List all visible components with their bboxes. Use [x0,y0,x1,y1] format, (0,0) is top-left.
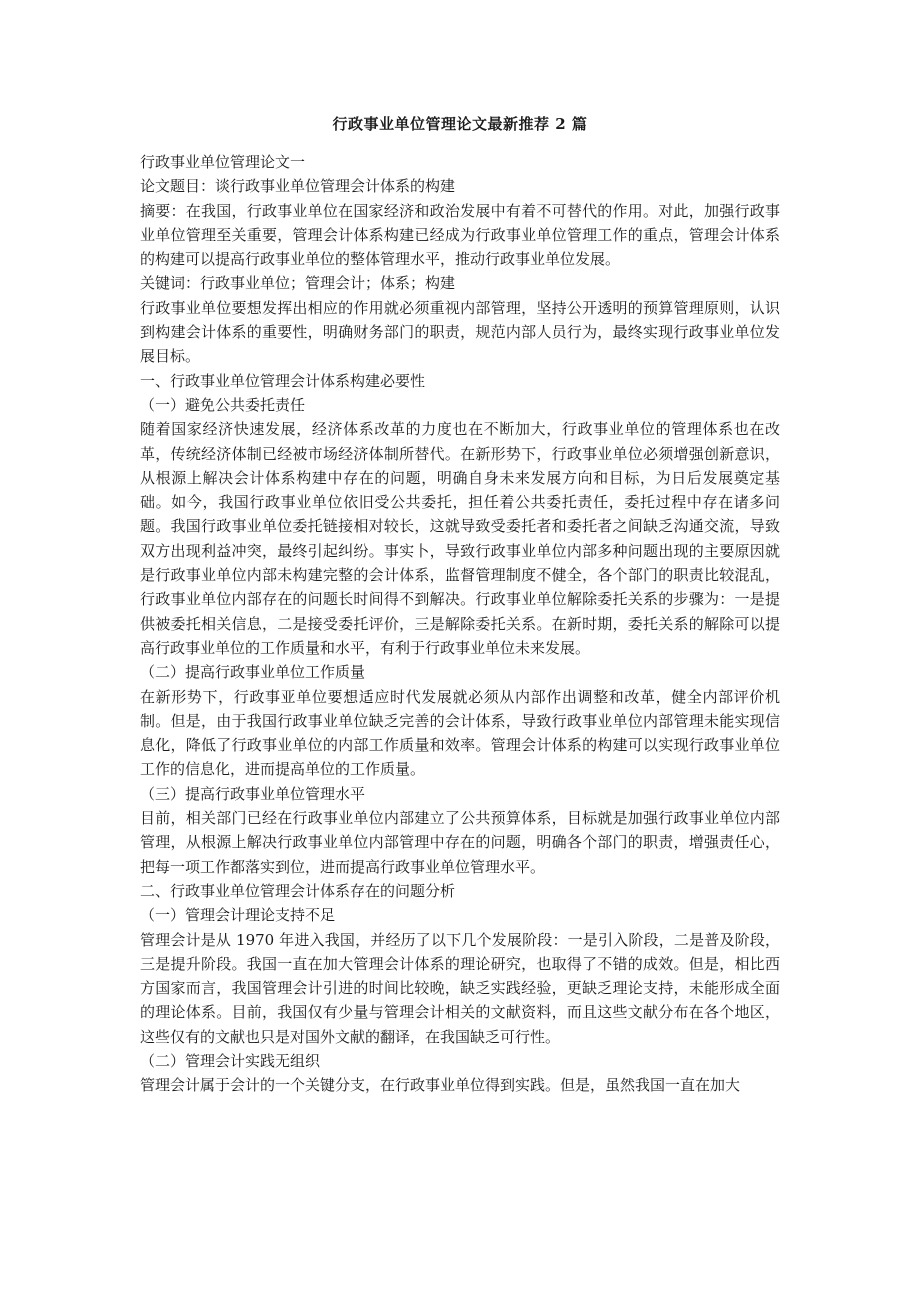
document-page [140,112,780,1098]
keywords: 关键词：行政事业单位；管理会计；体系；构建 [140,274,456,293]
thesis-title: 论文题目：谈行政事业单位管理会计体系的构建 [140,177,456,196]
heading-section-2: 二、行政事业单位管理会计体系存在的问题分析 [140,881,456,900]
heading-section-1: 一、行政事业单位管理会计体系构建必要性 [140,371,426,390]
paragraph-1-1: 随着国家经济快速发展，经济体系改革的力度也在不断加大，行政事业单位的管理体系也在改革，传统经济体制已经被市场经济体制所替代。在新形势下，行政事业单位必须增强创新意识，从根源上解决会计体系构建中存在的问题，明确自身未来发展方向和目标，为日后发展奠定基础。如今，我国行政事业单位依旧受公共委托，担任着公共委托责任，委托过程中存在诸多问题。我国行政事业单位委托链接相对较长，这就导致受委托者和委托者之间缺乏沟通交流，导致双方出现利益冲突，最终引起纠纷。事实卜，导致行政事业单位内部多种问题出现的主要原因就是行政事业单位内部未构建完整的会计体系，监督管理制度不健全，各个部门的职责比较混乱，行政事业单位内部存在的问题长时间得不到解决。行政事业单位解除委托关系的步骤为：一是提供被委托相关信息，二是接受委托评价，三是解除委托关系。在新时期，委托关系的解除可以提高行政事业单位的工作质量和水平，有利于行政事业单位未来发展。 [140,420,780,657]
subheading-1-2: （二）提高行政事业单位工作质量 [140,663,366,682]
paragraph-1-2: 在新形势下，行政事亚单位要想适应时代发展就必须从内部作出调整和改革，健全内部评价机制。但是，由于我国行政事业单位缺乏完善的会计体系，导致行政事业单位内部管理未能实现信息化，降低了行政事业单位的内部工作质量和效率。管理会计体系的构建可以实现行政事业单位工作的信息化，进而提高单位的工作质量。 [140,687,780,779]
paragraph-2-1: 管理会计是从 1970 年进入我国，并经历了以下几个发展阶段：一是引入阶段，二是普及阶段，三是提升阶段。我国一直在加大管理会计体系的理论研究，也取得了不错的成效。但是，相比西方国家而言，我国管理会计引进的时间比较晚，缺乏实践经验，更缺乏理论支持，未能形成全面的理论体系。目前，我国仅有少量与管理会计相关的文献资料，而且这些文献分布在各个地区，这些仅有的文献也只是对国外文献的翻译，在我国缺乏可行性。 [140,930,780,1046]
document-title: 行政事业单位管理论文最新推荐 2 篇 [332,115,588,133]
subheading-2-2: （二）管理会计实践无组织 [140,1051,321,1070]
subheading-2-1: （一）管理会计理论支持不足 [140,906,336,925]
section-label: 行政事业单位管理论文一 [140,153,306,171]
subheading-1-1: （一）避免公共委托责任 [140,395,306,414]
abstract-paragraph: 摘要：在我国，行政事业单位在国家经济和政治发展中有着不可替代的作用。对此，加强行政事业单位管理至关重要，管理会计体系构建已经成为行政事业单位管理工作的重点，管理会计体系的构建可以提高行政事业单位的整体管理水平，推动行政事业单位发展。 [140,201,780,269]
paragraph-2-2: 管理会计属于会计的一个关键分支，在行政事业单位得到实践。但是，虽然我国一直在加大 [140,1076,741,1095]
subheading-1-3: （三）提高行政事业单位管理水平 [140,784,366,803]
paragraph-1-3: 目前，相关部门已经在行政事业单位内部建立了公共预算体系，目标就是加强行政事业单位内部管理，从根源上解决行政事业单位内部管理中存在的问题，明确各个部门的职责，增强责任心，把每一项工作都落实到位，进而提高行政事业单位管理水平。 [140,809,780,876]
intro-paragraph: 行政事业单位要想发挥出相应的作用就必须重视内部管理，坚持公开透明的预算管理原则，认识到构建会计体系的重要性，明确财务部门的职责，规范内部人员行为，最终实现行政事业单位发展目标。 [140,298,780,366]
